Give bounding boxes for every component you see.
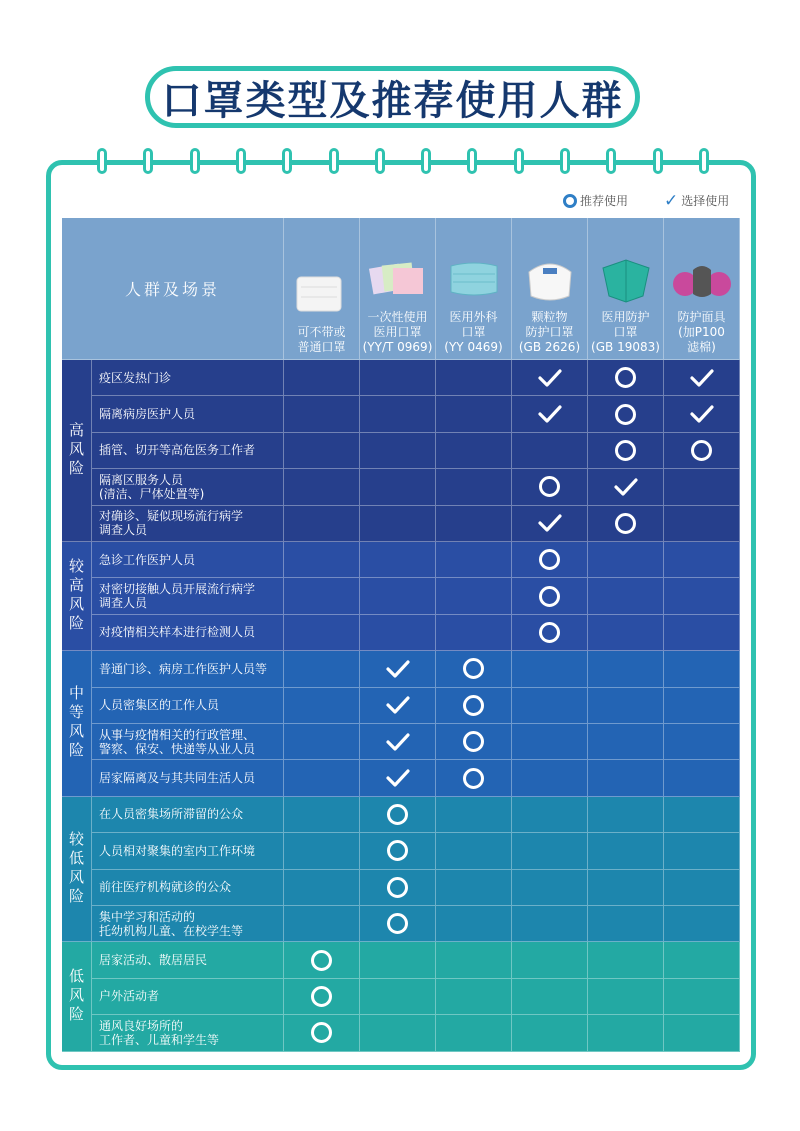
mark-cell (512, 688, 588, 724)
mark-cell (284, 797, 360, 833)
legend-recommend (563, 192, 628, 209)
mark-cell (664, 833, 740, 869)
circle-icon (463, 658, 484, 679)
plain-cloth-mask-icon (291, 267, 353, 321)
mark-cell (512, 433, 588, 469)
mark-cell (664, 542, 740, 578)
corner-header-label: 人群及场景 (124, 280, 220, 299)
mark-cell (360, 724, 436, 760)
mark-cell (360, 833, 436, 869)
disposable-medical-mask-icon (367, 252, 429, 306)
column-header-label: 医用防护 口罩 (GB 19083) (591, 310, 660, 354)
mark-cell (664, 760, 740, 796)
check-icon (386, 695, 410, 715)
scene-cell (92, 396, 284, 432)
scene-cell (92, 688, 284, 724)
scene-cell (92, 724, 284, 760)
column-header (664, 218, 740, 360)
scene-label: 通风良好场所的 工作者、儿童和学生等 (99, 1018, 220, 1047)
check-icon (690, 368, 714, 388)
scene-cell (92, 1015, 284, 1051)
mark-cell (664, 578, 740, 614)
mark-cell (284, 760, 360, 796)
mark-cell (360, 870, 436, 906)
mark-cell (588, 797, 664, 833)
mark-cell (512, 906, 588, 942)
scene-cell (92, 542, 284, 578)
column-header-label: 一次性使用 医用口罩 (YY/T 0969) (362, 310, 433, 354)
mark-cell (360, 942, 436, 978)
circle-icon (463, 731, 484, 752)
mark-cell (588, 1015, 664, 1051)
scene-label: 居家隔离及与其共同生活人员 (99, 771, 256, 786)
mark-cell (588, 833, 664, 869)
mark-cell (284, 870, 360, 906)
circle-icon (563, 194, 577, 208)
check-icon: ✓ (664, 190, 679, 211)
mark-cell (436, 396, 512, 432)
mark-cell (512, 760, 588, 796)
binder-ring (143, 148, 153, 174)
column-header (512, 218, 588, 360)
mark-cell (360, 797, 436, 833)
mark-cell (284, 396, 360, 432)
mark-cell (360, 469, 436, 505)
mark-cell (360, 688, 436, 724)
mark-cell (284, 942, 360, 978)
medical-protective-respirator-icon (595, 252, 657, 306)
mark-cell (588, 396, 664, 432)
mark-cell (512, 870, 588, 906)
risk-level-cell (62, 542, 92, 651)
check-icon (690, 404, 714, 424)
scene-cell (92, 870, 284, 906)
mark-cell (512, 651, 588, 687)
mark-cell (512, 724, 588, 760)
mark-cell (436, 797, 512, 833)
scene-label: 从事与疫情相关的行政管理、 警察、保安、快递等从业人员 (99, 727, 256, 756)
mark-cell (512, 979, 588, 1015)
mark-cell (360, 433, 436, 469)
risk-level-cell (62, 942, 92, 1051)
mark-cell (284, 360, 360, 396)
scene-label: 在人员密集场所滞留的公众 (99, 807, 244, 822)
scene-cell (92, 942, 284, 978)
scene-cell (92, 433, 284, 469)
mark-cell (664, 797, 740, 833)
mark-cell (588, 578, 664, 614)
mark-cell (512, 942, 588, 978)
risk-level-label: 高风险 (67, 422, 85, 479)
corner-header (62, 218, 284, 360)
mark-cell (664, 651, 740, 687)
scene-cell (92, 506, 284, 542)
mark-cell (360, 1015, 436, 1051)
mark-cell (436, 433, 512, 469)
mark-cell (284, 688, 360, 724)
mark-cell (588, 979, 664, 1015)
binder-ring (190, 148, 200, 174)
scene-cell (92, 615, 284, 651)
mark-cell (284, 651, 360, 687)
mark-cell (588, 433, 664, 469)
check-icon (386, 732, 410, 752)
column-header-label: 颗粒物 防护口罩 (GB 2626) (518, 310, 581, 354)
mark-cell (436, 469, 512, 505)
circle-icon (387, 840, 408, 861)
binder-ring (606, 148, 616, 174)
circle-icon (463, 768, 484, 789)
circle-icon (615, 404, 636, 425)
legend-optional (664, 192, 729, 209)
mark-cell (588, 506, 664, 542)
mark-cell (284, 1015, 360, 1051)
scene-label: 对确诊、疑似现场流行病学 调查人员 (99, 509, 244, 538)
check-icon (538, 513, 562, 533)
mark-cell (664, 615, 740, 651)
risk-level-cell (62, 360, 92, 542)
mark-cell (360, 542, 436, 578)
mark-cell (664, 870, 740, 906)
circle-icon (311, 950, 332, 971)
mark-cell (360, 906, 436, 942)
mark-cell (436, 615, 512, 651)
binder-ring (699, 148, 709, 174)
mark-cell (360, 979, 436, 1015)
scene-cell (92, 651, 284, 687)
circle-icon (539, 476, 560, 497)
mark-cell (436, 942, 512, 978)
mark-cell (512, 506, 588, 542)
page-title: 口罩类型及推荐使用人群 (161, 77, 624, 124)
mark-cell (512, 1015, 588, 1051)
circle-icon (387, 913, 408, 934)
binder-ring (236, 148, 246, 174)
circle-icon (311, 1022, 332, 1043)
mark-cell (588, 615, 664, 651)
mark-cell (436, 724, 512, 760)
scene-label: 人员密集区的工作人员 (99, 698, 220, 713)
scene-label: 疫区发热门诊 (99, 370, 172, 385)
mark-cell (664, 906, 740, 942)
mark-cell (360, 506, 436, 542)
scene-label: 对密切接触人员开展流行病学 调查人员 (99, 582, 256, 611)
legend-optional-label: 选择使用 (681, 194, 730, 208)
mark-cell (284, 469, 360, 505)
column-header (588, 218, 664, 360)
mark-cell (360, 615, 436, 651)
circle-icon (539, 549, 560, 570)
scene-cell (92, 833, 284, 869)
mask-recommendation-table (62, 218, 740, 1054)
mark-cell (436, 833, 512, 869)
scene-label: 人员相对聚集的室内工作环境 (99, 843, 256, 858)
scene-label: 隔离病房医护人员 (99, 407, 196, 422)
binder-ring (514, 148, 524, 174)
scene-cell (92, 979, 284, 1015)
column-header (284, 218, 360, 360)
mark-cell (512, 396, 588, 432)
surgical-mask-icon (443, 252, 505, 306)
mark-cell (588, 724, 664, 760)
mark-cell (360, 396, 436, 432)
scene-cell (92, 906, 284, 942)
mark-cell (588, 906, 664, 942)
mark-cell (436, 1015, 512, 1051)
binder-ring (329, 148, 339, 174)
risk-level-label: 中等风险 (67, 685, 85, 762)
scene-cell (92, 360, 284, 396)
mark-cell (664, 469, 740, 505)
risk-level-cell (62, 797, 92, 943)
mark-cell (436, 870, 512, 906)
mark-cell (588, 760, 664, 796)
mark-cell (436, 542, 512, 578)
check-icon (614, 477, 638, 497)
risk-level-cell (62, 651, 92, 797)
circle-icon (539, 622, 560, 643)
mark-cell (588, 688, 664, 724)
column-header-label: 医用外科 口罩 (YY 0469) (444, 310, 503, 354)
mark-cell (664, 942, 740, 978)
mark-cell (284, 833, 360, 869)
circle-icon (615, 513, 636, 534)
mark-cell (436, 578, 512, 614)
mark-cell (284, 615, 360, 651)
scene-label: 普通门诊、病房工作医护人员等 (99, 661, 268, 676)
check-icon (538, 368, 562, 388)
circle-icon (311, 986, 332, 1007)
half-face-respirator-icon (671, 252, 733, 306)
circle-icon (387, 877, 408, 898)
binder-ring (560, 148, 570, 174)
column-header-label: 可不带或 普通口罩 (297, 325, 346, 354)
binder-ring (375, 148, 385, 174)
column-header (360, 218, 436, 360)
circle-icon (691, 440, 712, 461)
mark-cell (664, 724, 740, 760)
check-icon (386, 659, 410, 679)
mark-cell (512, 797, 588, 833)
scene-cell (92, 469, 284, 505)
check-icon (386, 768, 410, 788)
binder-ring (421, 148, 431, 174)
mark-cell (512, 360, 588, 396)
binder-ring (653, 148, 663, 174)
mark-cell (360, 360, 436, 396)
column-header-label: 防护面具 (加P100 滤棉) (677, 310, 726, 354)
scene-label: 插管、切开等高危医务工作者 (99, 443, 256, 458)
legend-recommend-label: 推荐使用 (580, 194, 629, 208)
mark-cell (588, 469, 664, 505)
mark-cell (664, 396, 740, 432)
mark-cell (436, 506, 512, 542)
mark-cell (284, 542, 360, 578)
scene-label: 隔离区服务人员 (清洁、尸体处置等) (99, 472, 205, 501)
binder-ring (97, 148, 107, 174)
mark-cell (284, 506, 360, 542)
mark-cell (512, 542, 588, 578)
circle-icon (539, 586, 560, 607)
mark-cell (588, 360, 664, 396)
mark-cell (664, 433, 740, 469)
mark-cell (588, 870, 664, 906)
risk-level-label: 较低风险 (67, 831, 85, 908)
mark-cell (512, 615, 588, 651)
mark-cell (284, 724, 360, 760)
scene-cell (92, 760, 284, 796)
mark-cell (588, 942, 664, 978)
title-banner (145, 66, 640, 128)
check-icon (538, 404, 562, 424)
scene-label: 集中学习和活动的 托幼机构儿童、在校学生等 (99, 909, 244, 938)
mark-cell (588, 542, 664, 578)
scene-label: 前往医疗机构就诊的公众 (99, 880, 232, 895)
mark-cell (284, 578, 360, 614)
mark-cell (436, 979, 512, 1015)
mark-cell (664, 360, 740, 396)
mark-cell (436, 688, 512, 724)
mark-cell (436, 651, 512, 687)
scene-cell (92, 578, 284, 614)
mark-cell (664, 506, 740, 542)
mark-cell (360, 651, 436, 687)
mark-cell (284, 979, 360, 1015)
scene-label: 居家活动、散居居民 (99, 953, 208, 968)
scene-cell (92, 797, 284, 833)
mark-cell (588, 651, 664, 687)
mark-cell (664, 688, 740, 724)
mark-cell (512, 578, 588, 614)
mark-cell (436, 906, 512, 942)
n95-respirator-icon (519, 252, 581, 306)
mark-cell (360, 578, 436, 614)
scene-label: 急诊工作医护人员 (99, 552, 196, 567)
binder-ring (467, 148, 477, 174)
mark-cell (360, 760, 436, 796)
mark-cell (512, 833, 588, 869)
scene-label: 对疫情相关样本进行检测人员 (99, 625, 256, 640)
mark-cell (436, 760, 512, 796)
scene-label: 户外活动者 (99, 989, 160, 1004)
circle-icon (387, 804, 408, 825)
column-header (436, 218, 512, 360)
risk-level-label: 低风险 (67, 967, 85, 1025)
risk-level-label: 较高风险 (67, 558, 85, 635)
binder-ring (282, 148, 292, 174)
mark-cell (436, 360, 512, 396)
mark-cell (664, 1015, 740, 1051)
mark-cell (512, 469, 588, 505)
mark-cell (284, 906, 360, 942)
circle-icon (463, 695, 484, 716)
circle-icon (615, 440, 636, 461)
mark-cell (664, 979, 740, 1015)
mark-cell (284, 433, 360, 469)
circle-icon (615, 367, 636, 388)
